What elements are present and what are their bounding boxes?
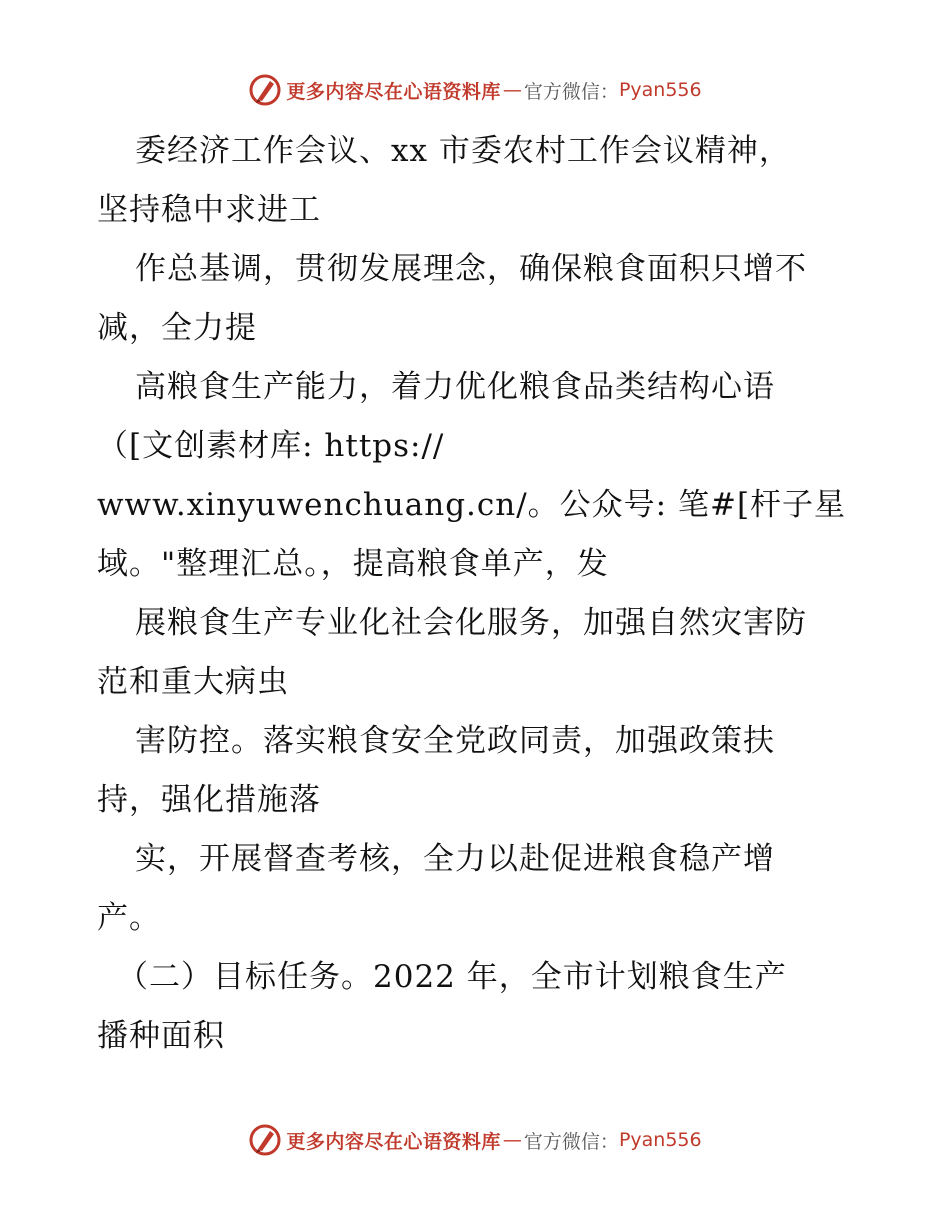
document-body bbox=[97, 122, 857, 1066]
text-line: 产。 bbox=[97, 900, 161, 936]
text-line: www.xinyuwenchuang.cn/。公众号: 笔#[杆子星 bbox=[97, 487, 847, 523]
banner-brand: 更多内容尽在心语资料库 bbox=[286, 1130, 501, 1153]
header-watermark bbox=[0, 70, 950, 110]
text-line: 实，开展督查考核，全力以赴促进粮食稳产增 bbox=[135, 841, 775, 877]
text-line: 减，全力提 bbox=[97, 310, 257, 346]
text-line: 持，强化措施落 bbox=[97, 782, 321, 818]
pen-logo-icon bbox=[248, 1123, 282, 1157]
footer-watermark bbox=[0, 1120, 950, 1160]
text-line: 坚持稳中求进工 bbox=[97, 192, 321, 228]
text-line: 害防控。落实粮食安全党政同责，加强政策扶 bbox=[135, 723, 775, 759]
banner-wechat-id: Pyan556 bbox=[618, 1129, 702, 1151]
text-line: 范和重大病虫 bbox=[97, 664, 289, 700]
text-line: （[文创素材库: https:// bbox=[97, 428, 445, 464]
banner-label: 官方微信： bbox=[523, 1130, 619, 1153]
banner-label: 官方微信： bbox=[523, 80, 619, 103]
text-line: 播种面积 bbox=[97, 1018, 225, 1054]
text-line: （二）目标任务。2022 年，全市计划粮食生产 bbox=[117, 959, 787, 995]
text-line: 展粮食生产专业化社会化服务，加强自然灾害防 bbox=[135, 605, 807, 641]
text-line: 高粮食生产能力，着力优化粮食品类结构心语 bbox=[135, 369, 775, 405]
banner-dash: — bbox=[502, 79, 522, 101]
banner-brand: 更多内容尽在心语资料库 bbox=[286, 80, 501, 103]
banner-wechat-id: Pyan556 bbox=[618, 79, 702, 101]
banner-dash: — bbox=[502, 1129, 522, 1151]
text-line: 域。"整理汇总。，提高粮食单产，发 bbox=[97, 546, 609, 582]
text-line: 作总基调，贯彻发展理念，确保粮食面积只增不 bbox=[135, 251, 807, 287]
text-line: 委经济工作会议、xx 市委农村工作会议精神， bbox=[135, 133, 791, 169]
pen-logo-icon bbox=[248, 73, 282, 107]
